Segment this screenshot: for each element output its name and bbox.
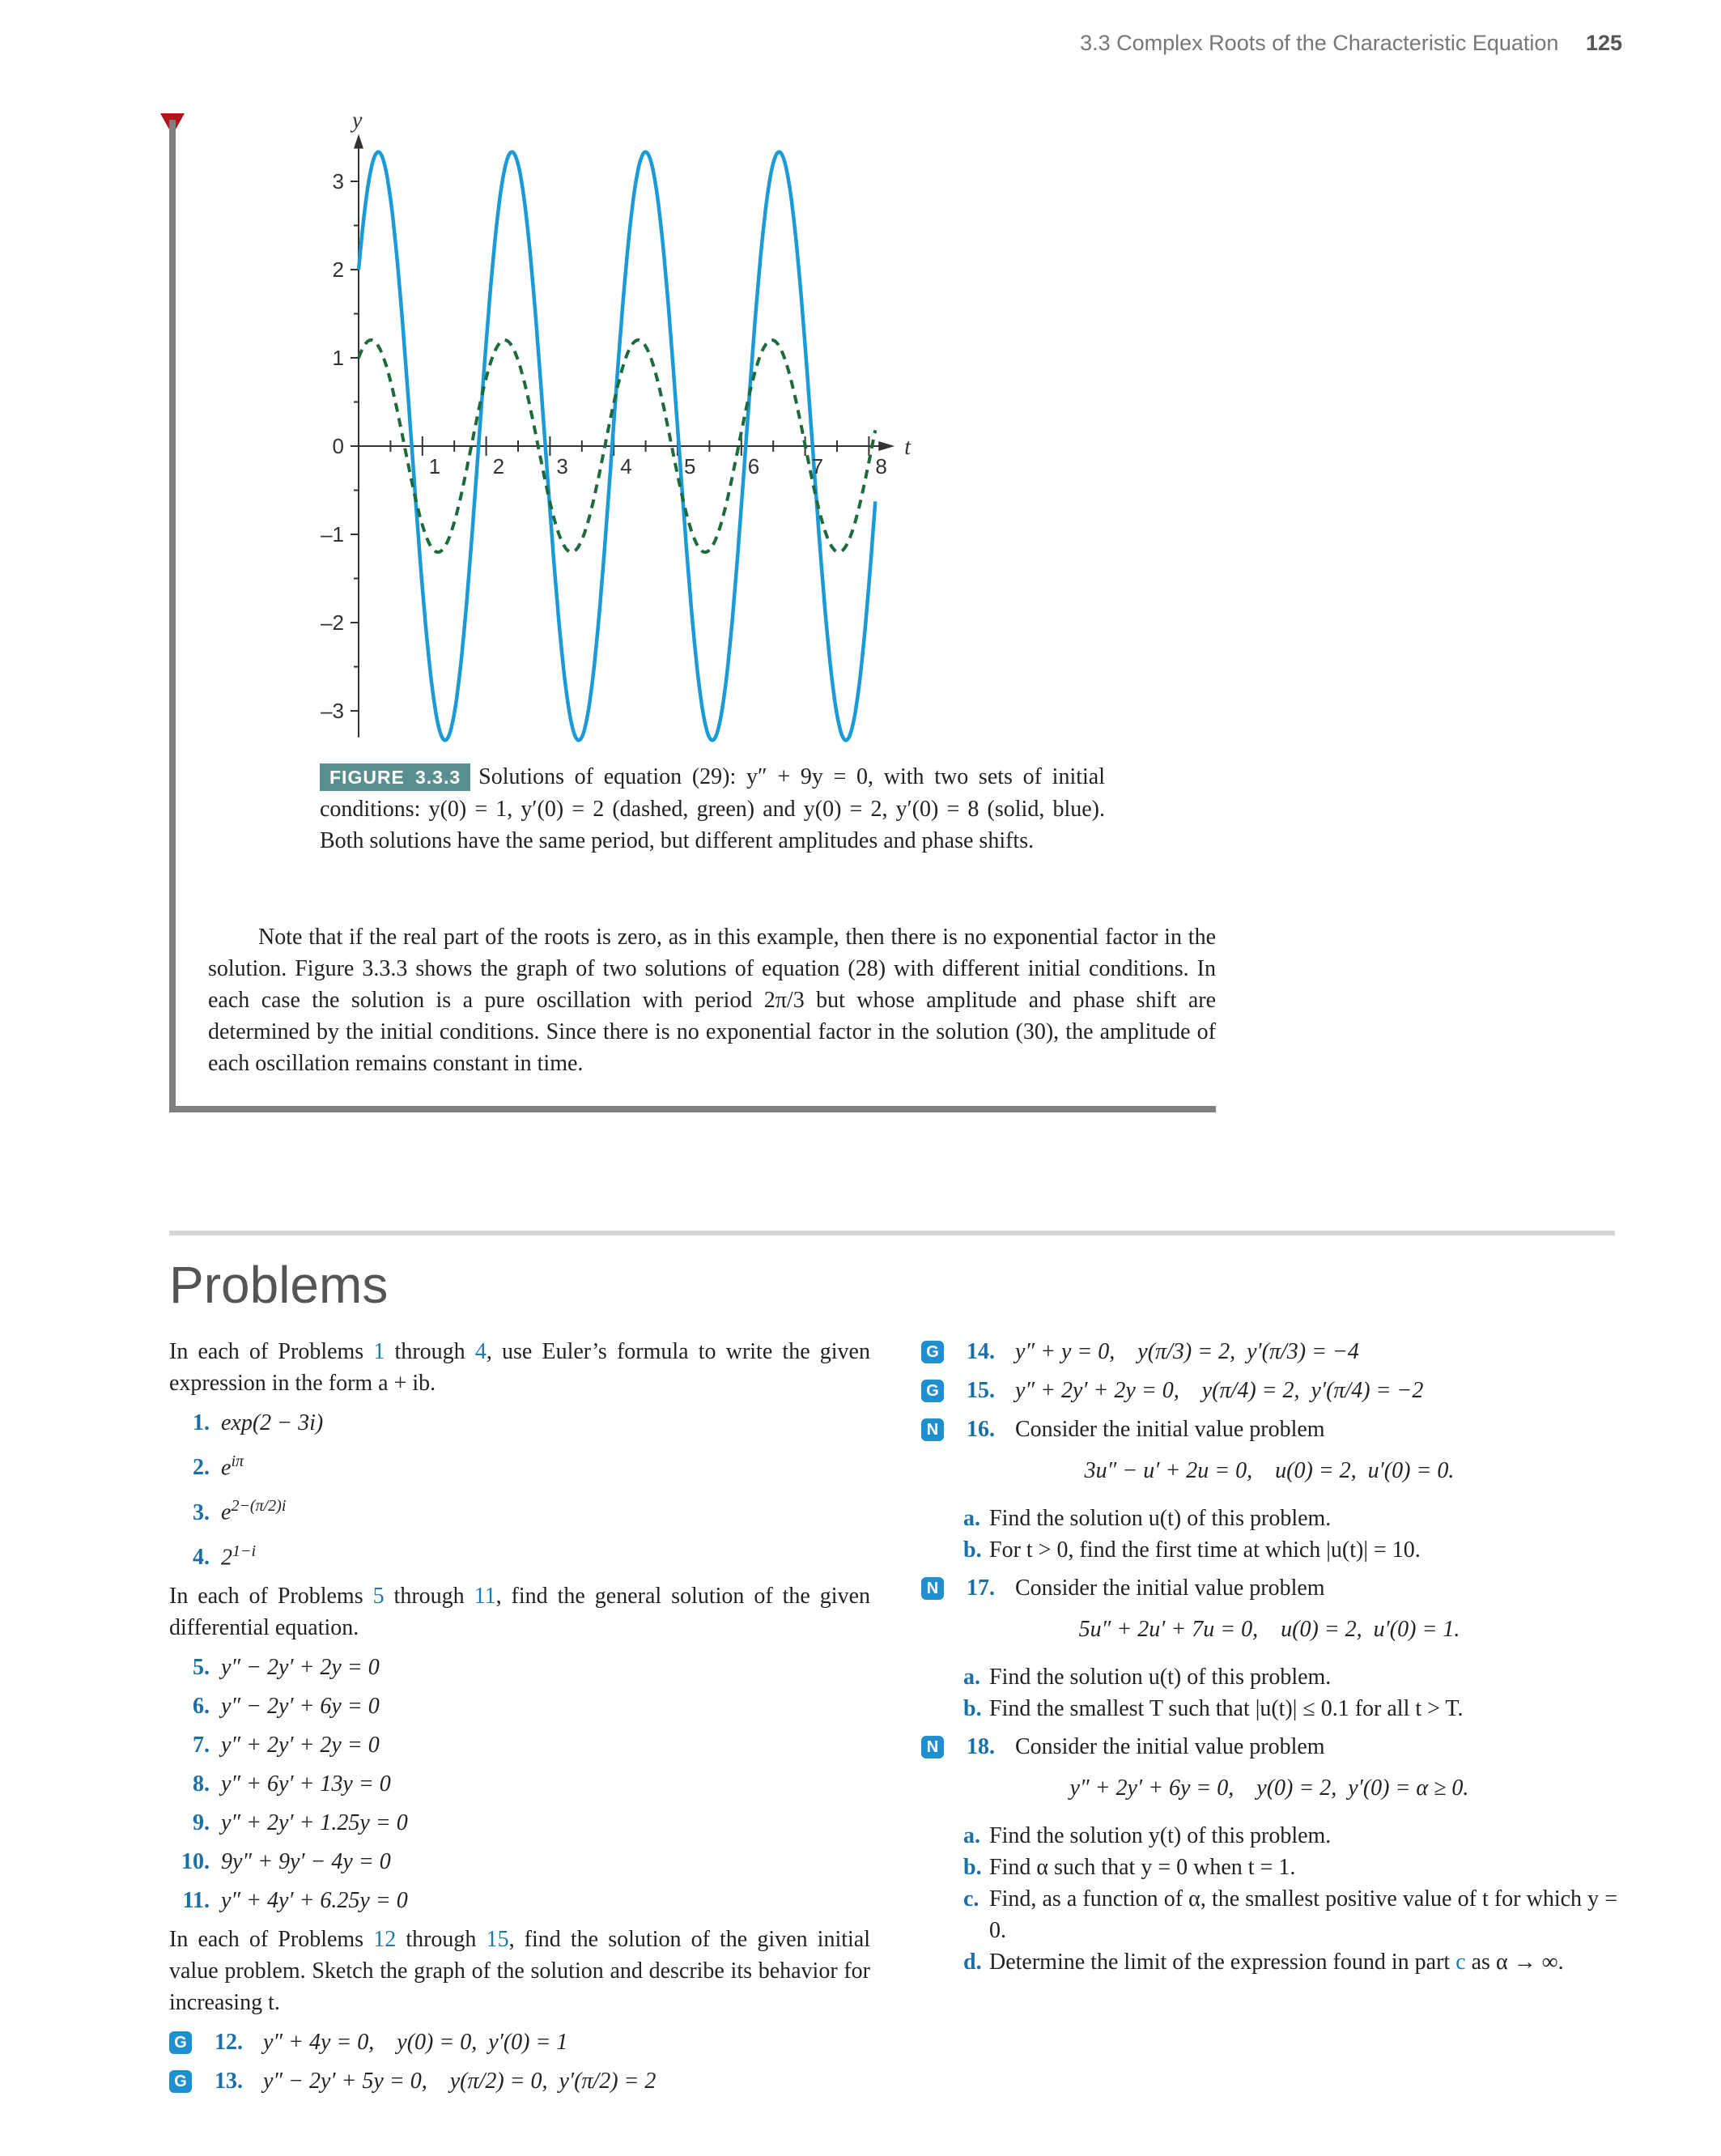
problem-16-part-b: b. For t > 0, find the first time at which |u(t)| = 10. xyxy=(963,1537,1421,1563)
running-header xyxy=(1080,31,1622,56)
numeric-badge-icon: N xyxy=(921,1577,944,1600)
problem-item xyxy=(169,1446,870,1483)
problem-number: 10. xyxy=(181,1848,210,1874)
link-problem-4[interactable]: 4 xyxy=(474,1339,487,1364)
x-tick-label: 2 xyxy=(492,454,505,478)
problems-left-column xyxy=(169,1336,870,2104)
link-problem-11[interactable]: 11 xyxy=(474,1583,496,1609)
problem-number: 2. xyxy=(193,1455,210,1481)
x-tick-label: 4 xyxy=(620,454,632,478)
problem-18-equation: y″ + 2y′ + 6y = 0, y(0) = 2, y′(0) = α ≥ 0. xyxy=(1069,1775,1469,1801)
problem-16-part-a: a. Find the solution u(t) of this problem. xyxy=(963,1506,1332,1531)
problem-expression: 9y″ + 9y′ − 4y = 0 xyxy=(221,1848,391,1874)
problem-expression: y″ − 2y′ + 6y = 0 xyxy=(221,1693,380,1719)
problem-number: 12. xyxy=(215,2029,243,2055)
problem-item xyxy=(169,2026,870,2058)
problem-17-part-b: b. Find the smallest T such that |u(t)| ≤ 0.1 for all t > T. xyxy=(963,1696,1464,1721)
problem-number: 9. xyxy=(193,1809,210,1835)
problem-number: 11. xyxy=(182,1887,210,1913)
graph-badge-icon: G xyxy=(169,2031,192,2054)
y-tick-label: –2 xyxy=(321,610,344,635)
problem-expression: $2^{1-i}$ xyxy=(221,1542,257,1570)
problems-heading: Problems xyxy=(169,1256,389,1314)
problem-expression: y″ − 2y′ + 5y = 0, y(π/2) = 0, y′(π/2) = 2 xyxy=(263,2068,657,2094)
link-part-c[interactable]: c xyxy=(1455,1950,1466,1975)
problem-expression: y″ + 4y = 0, y(0) = 0, y′(0) = 1 xyxy=(263,2029,568,2055)
link-problem-1[interactable]: 1 xyxy=(373,1339,385,1364)
problem-item xyxy=(169,1536,870,1573)
y-tick-label: –1 xyxy=(321,522,344,546)
x-tick-label: 5 xyxy=(684,454,696,478)
problem-16-equation: 3u″ − u′ + 2u = 0, u(0) = 2, u′(0) = 0. xyxy=(1084,1458,1455,1483)
problem-17-equation: 5u″ + 2u′ + 7u = 0, u(0) = 2, u′(0) = 1. xyxy=(1078,1617,1460,1642)
y-tick-label: –3 xyxy=(321,699,344,723)
problem-number: 8. xyxy=(193,1771,210,1797)
x-tick-label: 8 xyxy=(875,454,887,478)
problem-18-part-c: c. Find, as a function of α, the smallest positive value of t for which y = 0. xyxy=(963,1886,1617,1943)
problems-right-column xyxy=(921,1336,1617,1978)
x-tick-label: 6 xyxy=(747,454,760,478)
problem-item xyxy=(169,1407,870,1439)
problem-18: N 18. Consider the initial value problem xyxy=(921,1731,1617,1763)
problem-18-part-b: b. Find α such that y = 0 when t = 1. xyxy=(963,1855,1296,1880)
y-tick-label: 0 xyxy=(332,434,344,458)
link-problem-15[interactable]: 15 xyxy=(486,1926,509,1952)
y-axis-arrow-icon xyxy=(354,134,363,149)
y-tick-label: 2 xyxy=(332,257,344,282)
x-tick-label: 7 xyxy=(811,454,824,478)
y-tick-label: 3 xyxy=(332,169,344,193)
problem-number: 1. xyxy=(193,1410,210,1435)
numeric-badge-icon: N xyxy=(921,1418,944,1441)
y-axis-label: y xyxy=(352,109,363,134)
y-tick-label: 1 xyxy=(332,346,344,370)
problem-expression: y″ + 2y′ + 2y = 0 xyxy=(221,1732,380,1758)
problem-15: G 15. y″ + 2y′ + 2y = 0, y(π/4) = 2, y′(π/4) = −2 xyxy=(921,1375,1617,1406)
intro-problems-5-11: In each of Problems 5 through 11, find the general solution of the given differential equation. xyxy=(169,1583,871,1640)
problem-expression: $e^{2-(\pi/2)i}$ xyxy=(221,1497,287,1525)
problem-item xyxy=(169,1690,870,1722)
box-border-bottom xyxy=(169,1106,1216,1112)
link-problem-12[interactable]: 12 xyxy=(373,1926,397,1952)
x-tick-label: 1 xyxy=(428,454,441,478)
problem-item xyxy=(169,2065,870,2097)
x-axis-arrow-icon xyxy=(878,441,894,451)
problem-number: 6. xyxy=(193,1693,210,1719)
graph-badge-icon: G xyxy=(169,2070,192,2093)
numeric-badge-icon: N xyxy=(921,1736,944,1758)
problem-number: 13. xyxy=(215,2068,243,2094)
problem-item xyxy=(169,1846,870,1877)
figure-chart xyxy=(291,109,1101,749)
problem-17-part-a: a. Find the solution u(t) of this problem. xyxy=(963,1665,1332,1690)
problem-expression: y″ + 4y′ + 6.25y = 0 xyxy=(221,1887,408,1913)
page-number: 125 xyxy=(1585,31,1622,55)
problem-item xyxy=(169,1807,870,1839)
note-paragraph: Note that if the real part of the roots is zero, as in this example, then there is no exponential factor in the solution. Figure 3.3.3 shows the graph of two solutions of equation (28) with different initial conditions. In each case the solution is a pure oscillation with period 2π/3 but whose amplitude and phase shift are determined by the initial conditions. Since there is no exponential factor in the solution (30), the amplitude of each oscillation remains constant in time. xyxy=(208,925,1216,1076)
problem-expression: y″ + 2y′ + 1.25y = 0 xyxy=(221,1809,408,1835)
problem-item xyxy=(169,1490,870,1528)
box-border-left xyxy=(169,120,176,1112)
figure-caption-text: Solutions of equation (29): y″ + 9y = 0, with two sets of initial conditions: y(0) = 1, y′(0) = 2 (dashed, green) and y(0) = 2, y′(0) = 8 (solid, blue). Both solutions have the same period, but different amplitudes and phase shifts. xyxy=(320,764,1105,853)
problem-item xyxy=(169,1885,870,1916)
problem-16: N 16. Consider the initial value problem xyxy=(921,1414,1617,1445)
problem-expression: exp(2 − 3i) xyxy=(221,1410,324,1435)
link-problem-5[interactable]: 5 xyxy=(372,1583,385,1609)
x-axis-label: t xyxy=(904,435,911,460)
problem-item xyxy=(169,1768,870,1800)
problem-number: 5. xyxy=(193,1654,210,1680)
graph-badge-icon: G xyxy=(921,1341,944,1363)
problem-expression: y″ − 2y′ + 2y = 0 xyxy=(221,1654,380,1680)
problem-18-part-a: a. Find the solution y(t) of this problem. xyxy=(963,1823,1332,1848)
problem-14: G 14. y″ + y = 0, y(π/3) = 2, y′(π/3) = −4 xyxy=(921,1336,1617,1367)
figure-caption xyxy=(320,761,1105,857)
section-title: 3.3 Complex Roots of the Characteristic Equation xyxy=(1080,31,1559,55)
problem-item xyxy=(169,1652,870,1683)
problem-item xyxy=(169,1729,870,1761)
graph-badge-icon: G xyxy=(921,1380,944,1402)
intro-problems-1-4: In each of Problems 1 through 4, use Euler’s formula to write the given expression in the form a + ib. xyxy=(169,1339,870,1396)
problem-expression: $e^{i\pi}$ xyxy=(221,1452,244,1481)
section-divider xyxy=(169,1231,1615,1235)
figure-label: FIGURE 3.3.3 xyxy=(320,763,470,791)
intro-problems-12-15: In each of Problems 12 through 15, find the solution of the given initial value problem. Sketch the graph of the solution and describe its behavior for increasing t. xyxy=(169,1926,871,2015)
problem-expression: y″ + 6y′ + 13y = 0 xyxy=(221,1771,391,1797)
x-tick-label: 3 xyxy=(556,454,568,478)
problem-18-part-d: d. Determine the limit of the expression found in part c as α → ∞. xyxy=(963,1950,1564,1975)
problem-17: N 17. Consider the initial value problem xyxy=(921,1572,1617,1604)
problem-number: 3. xyxy=(193,1499,210,1525)
problem-number: 7. xyxy=(193,1732,210,1758)
problem-number: 4. xyxy=(193,1544,210,1570)
